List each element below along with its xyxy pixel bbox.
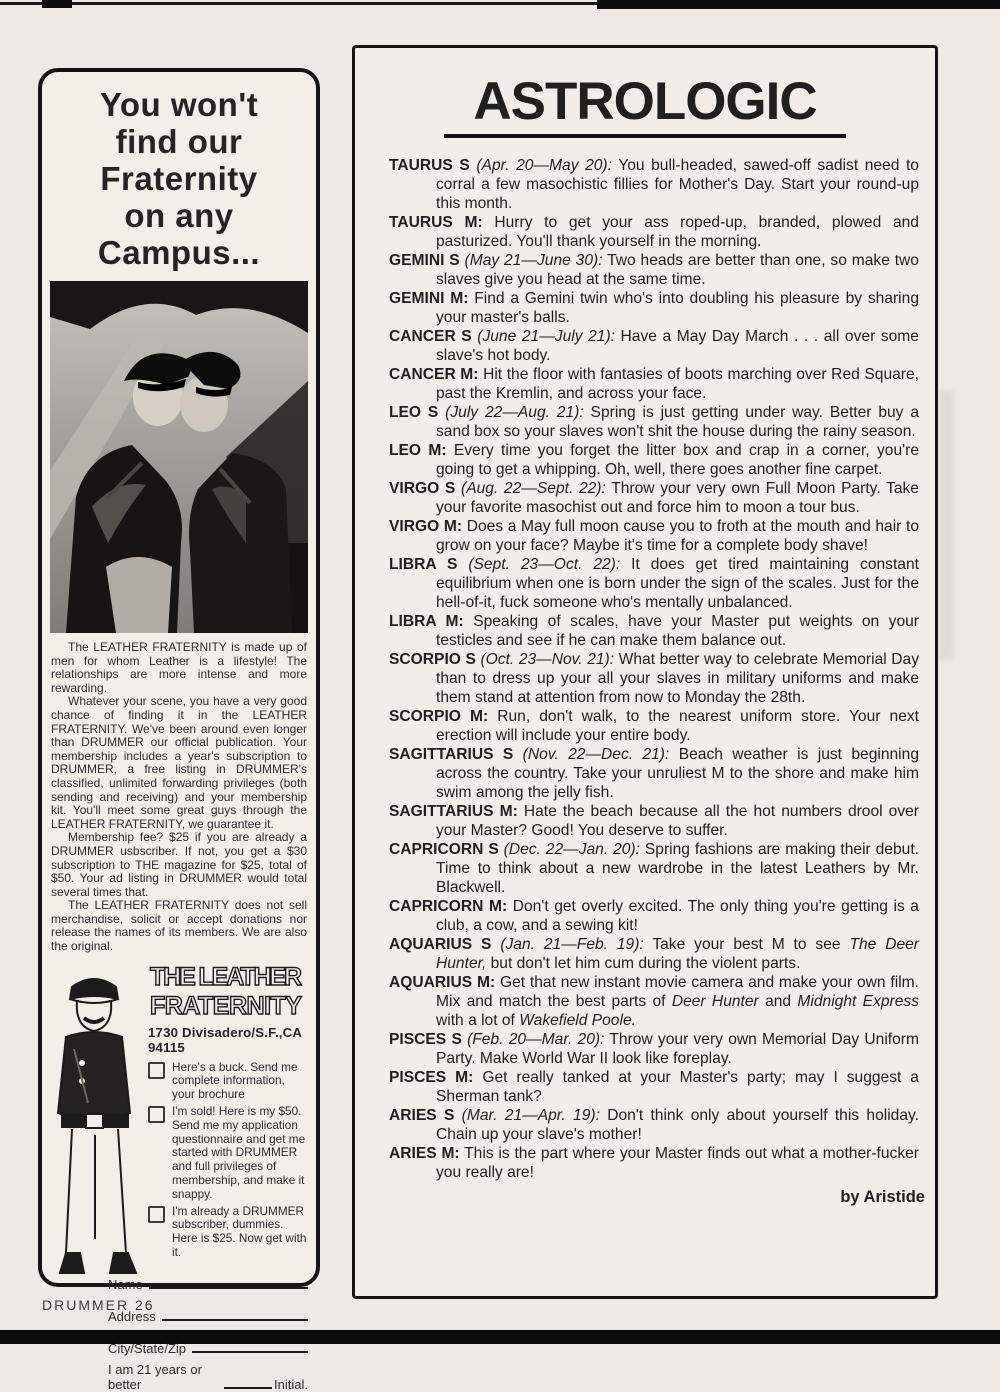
horoscope-entry: PISCES S (Feb. 20—Mar. 20): Throw your very own Memorial Day Uniform Party. Make World War II look like foreplay. <box>389 1031 919 1067</box>
initial-label: Initial. <box>274 1376 308 1392</box>
horoscope-entry: AQUARIUS M: Get that new instant movie camera and make your own film. Mix and match the best parts of Deer Hunter and Midnight Express with a lot of Wakefield Poole. <box>389 974 920 1029</box>
horoscope-entry: PISCES M: Get really tanked at your Master's party; may I suggest a Sherman tank? <box>389 1069 919 1105</box>
coupon-option-label: I'm already a DRUMMER subscriber, dummies. Here is $25. Now get with it. <box>172 1203 307 1260</box>
leatherman-illustration <box>44 963 146 1281</box>
horoscope-entry: SAGITTARIUS M: Hate the beach because all the hot numbers drool over your Master? Good! You deserve to suffer. <box>389 803 919 839</box>
horoscope-entry: TAURUS M: Hurry to get your ass roped-up, branded, plowed and pasturized. You'll thank yourself in the morning. <box>389 214 919 250</box>
horoscope-entry: CANCER S (June 21—July 21): Have a May Day March . . . all over some slave's hot body. <box>389 328 919 364</box>
print-smudge <box>42 0 72 8</box>
fraternity-address: 1730 Divisadero/S.F.,CA 94115 <box>148 1024 302 1055</box>
coupon-option-label: Here's a buck. Send me complete information, your brochure <box>172 1059 298 1102</box>
ad-body-copy <box>51 641 307 954</box>
horoscope-entry: ARIES M: This is the part where your Master finds out what a mother-fucker you really are! <box>389 1145 919 1181</box>
address-field-label: Address <box>108 1308 156 1324</box>
horoscope-entry: CANCER M: Hit the floor with fantasies of boots marching over Red Square, past the Kremlin, and across your face. <box>389 366 919 402</box>
ad-paragraph: Membership fee? $25 if you are already a DRUMMER usbscriber. If not, you get a $30 subscription to THE magazine for $25, total of $50. Your ad listing in DRUMMER would total several times that. <box>51 830 307 899</box>
coupon-option-brochure <box>148 1061 308 1102</box>
horoscope-entry: SAGITTARIUS S (Nov. 22—Dec. 21): Beach weather is just beginning across the country. Take your unruliest M to the shore and make him swim among the jelly fish. <box>389 746 919 801</box>
initial-field-line <box>224 1386 272 1389</box>
logo-line-2: FRATERNITY <box>150 991 302 1020</box>
citystatezip-field-label: City/State/Zip <box>108 1340 187 1356</box>
horoscope-entry: SCORPIO S (Oct. 23—Nov. 21): What better way to celebrate Memorial Day than to dress up your all your slaves in military uniforms and make them stand at attention from now to Monday the 28th. <box>389 651 920 706</box>
page-top-bar <box>597 0 1000 9</box>
checkbox-icon <box>148 1062 165 1079</box>
page-footer: DRUMMER 26 <box>42 1297 155 1313</box>
horoscope-entry: CAPRICORN M: Don't get overly excited. The only thing you're getting is a club, a cow, and a sewing kit! <box>389 898 919 934</box>
page-top-rule <box>0 2 600 5</box>
coupon-option-label: I'm sold! Here is my $50. Send me my application questionnaire and get me started with DRUMMER and full privileges of membership, and make it snappy. <box>172 1104 306 1201</box>
age-attestation-row <box>108 1362 308 1392</box>
coupon-form <box>108 1277 308 1392</box>
name-field-label: Name <box>108 1276 143 1292</box>
horoscope-entry: LIBRA M: Speaking of scales, have your Master put weights on your testicles and see if he can make them balance out. <box>389 613 919 649</box>
ad-headline-line: Campus... <box>97 234 261 271</box>
ad-headline <box>42 86 316 271</box>
astrologic-title: ASTROLOGIC <box>473 72 817 131</box>
ad-paragraph: The LEATHER FRATERNITY does not sell merchandise, solicit or accept donations nor release the names of its members. We are also the original. <box>51 898 307 954</box>
horoscope-entry: VIRGO S (Aug. 22—Sept. 22): Throw your very own Full Moon Party. Take your favorite masochist out and force him to moon a tour bus. <box>389 480 919 516</box>
coupon-option-join <box>148 1105 308 1202</box>
horoscope-entry: ARIES S (Mar. 21—Apr. 19): Don't think only about yourself this holiday. Chain up your slave's mother! <box>389 1107 919 1143</box>
title-underline <box>444 134 846 138</box>
citystatezip-field-line <box>192 1350 308 1353</box>
checkbox-icon <box>148 1106 165 1123</box>
name-field-line <box>149 1286 308 1289</box>
astrologic-column <box>352 45 938 1299</box>
horoscope-entry: VIRGO M: Does a May full moon cause you to froth at the mouth and hair to grow on your face? Maybe it's time for a complete body shave! <box>389 518 919 554</box>
age-attestation-text: I am 21 years or better <box>108 1361 202 1392</box>
horoscope-entry: LEO M: Every time you forget the litter box and crap in a corner, you're going to get a whipping. Oh, well, there goes another fine carpet. <box>389 442 919 478</box>
ad-paragraph: The LEATHER FRATERNITY is made up of men for whom Leather is a lifestyle! The relationships are more intense and more rewarding. <box>51 640 307 695</box>
horoscope-entry: GEMINI S (May 21—June 30): Two heads are better than one, so make two slaves give you head at the same time. <box>389 252 919 288</box>
ad-headline-line: You won't <box>99 86 259 123</box>
form-row-citystatezip <box>108 1341 308 1356</box>
checkbox-icon <box>148 1206 165 1223</box>
horoscope-entry: SCORPIO M: Run, don't walk, to the nearest uniform store. Your next erection will include your entire body. <box>389 708 919 744</box>
ad-paragraph: Whatever your scene, you have a very good chance of finding it in the LEATHER FRATERNITY. We've been around even longer than DRUMMER our official publication. Your membership includes a year's subscription to DRUMMER, a free listing in DRUMMER's classified, unlimited forwarding privileges (both sending and receiving) and your membership kit. You'll meet some great guys through the LEATHER FRATERNITY, we guarantee it. <box>51 694 307 831</box>
ad-headline-line: on any <box>124 197 234 234</box>
coupon-content <box>148 961 316 1260</box>
horoscope-entry: CAPRICORN S (Dec. 22—Jan. 20): Spring fashions are making their debut. Time to think about a new wardrobe in the latest Leathers by Mr. Blackwell. <box>389 841 919 896</box>
coupon-option-subscriber <box>148 1205 308 1260</box>
ad-headline-line: Fraternity <box>100 160 258 197</box>
print-bleed-ghost <box>938 390 954 660</box>
ad-headline-line: find our <box>115 123 243 160</box>
coupon-section <box>42 961 316 1392</box>
horoscope-entry: TAURUS S (Apr. 20—May 20): You bull-headed, sawed-off sadist need to corral a few masochistic fillies for Mother's Day. Start your round-up this month. <box>389 157 919 212</box>
horoscope-entry: GEMINI M: Find a Gemini twin who's into doubling his pleasure by sharing your master's balls. <box>389 290 919 326</box>
horoscope-entries <box>389 156 919 1182</box>
byline: by Aristide <box>840 1188 925 1206</box>
logo-line-1: THE LEATHER <box>150 962 302 991</box>
leathermen-kissing-photo <box>50 281 308 633</box>
horoscope-entry: AQUARIUS S (Jan. 21—Feb. 19): Take your best M to see The Deer Hunter, but don't let him cum during the violent parts. <box>389 936 919 972</box>
leather-fraternity-logo <box>148 961 308 1023</box>
horoscope-entry: LEO S (July 22—Aug. 21): Spring is just getting under way. Better buy a sand box so your slaves won't shit the house during the rainy season. <box>389 404 919 440</box>
horoscope-entry: LIBRA S (Sept. 23—Oct. 22): It does get tired maintaining constant equilibrium when one is born under the sign of the scales. Just for the hell-of-it, fuck someone who's mentally unbalanced. <box>389 556 919 611</box>
address-field-line <box>162 1318 308 1321</box>
